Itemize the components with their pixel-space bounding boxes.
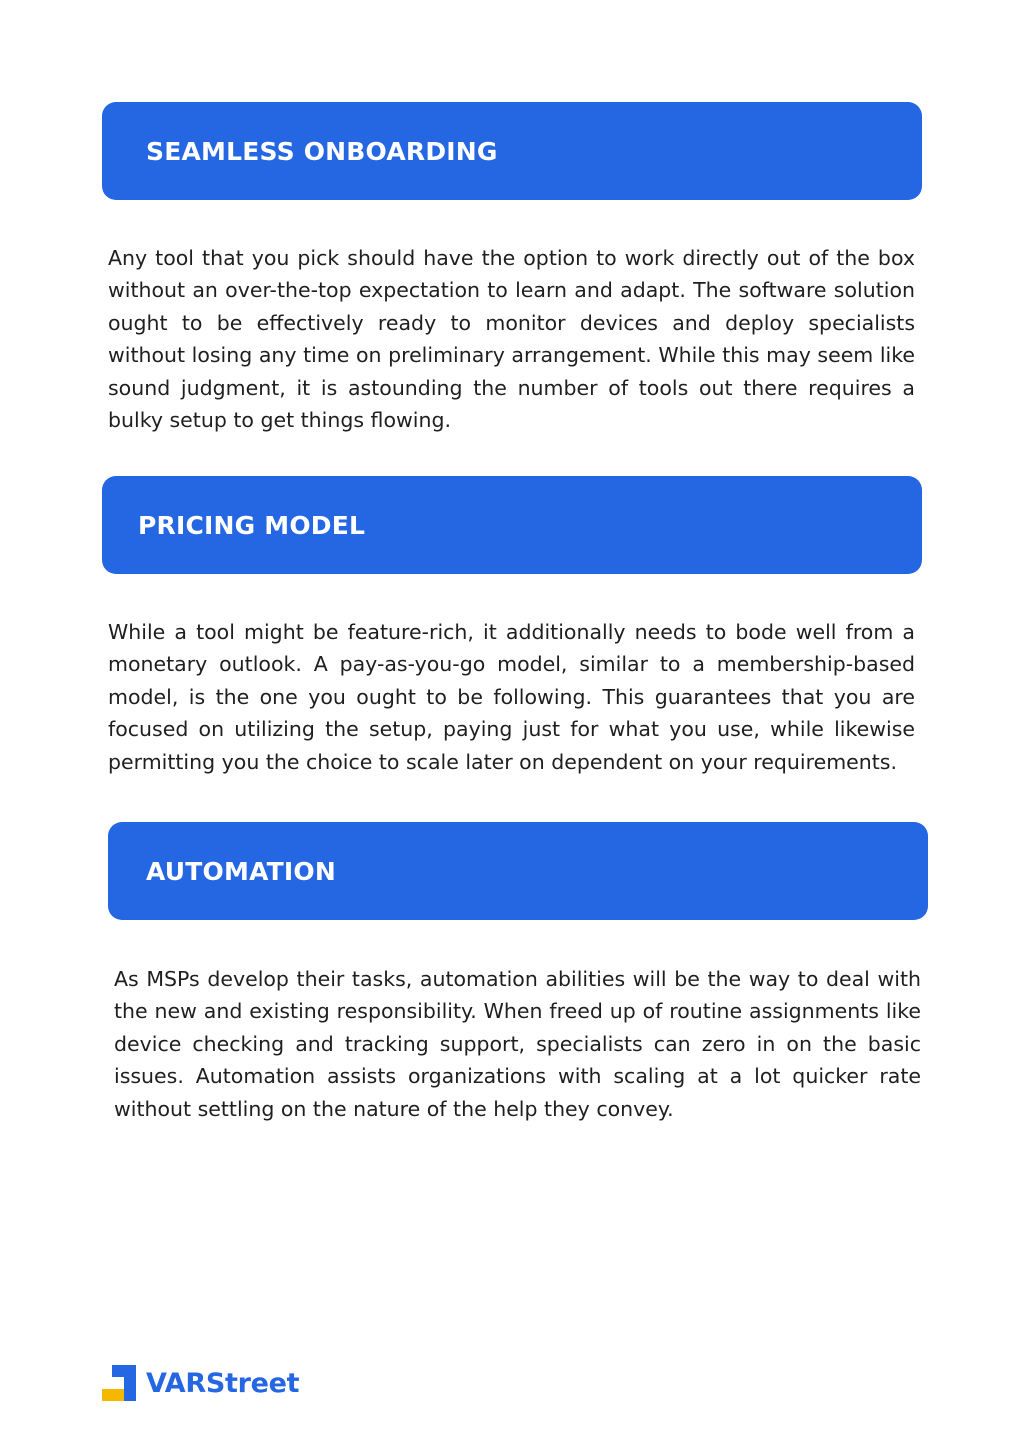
section-title: PRICING MODEL (138, 510, 366, 540)
section-header-seamless-onboarding (102, 102, 922, 200)
section-body: While a tool might be feature-rich, it additionally needs to bode well from a monetary outlook. A pay-as-you-go model, similar to a membership-based model, is the one you ought to be following. This guarantees that you are focused on utilizing the setup, paying just for what you use, while likewise permitting you the choice to scale later on dependent on your requirements. (108, 620, 915, 774)
section-header-pricing-model (102, 476, 922, 574)
varstreet-logo-icon (102, 1365, 136, 1401)
brand-name: VARStreet (146, 1367, 300, 1399)
section-title: AUTOMATION (146, 856, 337, 886)
section-title: SEAMLESS ONBOARDING (146, 136, 498, 166)
brand-logo (102, 1364, 299, 1402)
section-header-automation (108, 822, 928, 920)
section-body: Any tool that you pick should have the option to work directly out of the box without an over-the-top expectation to learn and adapt. The software solution ought to be effectively ready to monitor devices and deploy specialists without losing any time on preliminary arrangement. While this may seem like sound judgment, it is astounding the number of tools out there requires a bulky setup to get things flowing. (108, 246, 915, 433)
section-body: As MSPs develop their tasks, automation abilities will be the way to deal with the new and existing responsibility. When freed up of routine assignments like device checking and tracking support, specialists can zero in on the basic issues. Automation assists organizations with scaling at a lot quicker rate without settling on the nature of the help they convey. (114, 967, 921, 1121)
